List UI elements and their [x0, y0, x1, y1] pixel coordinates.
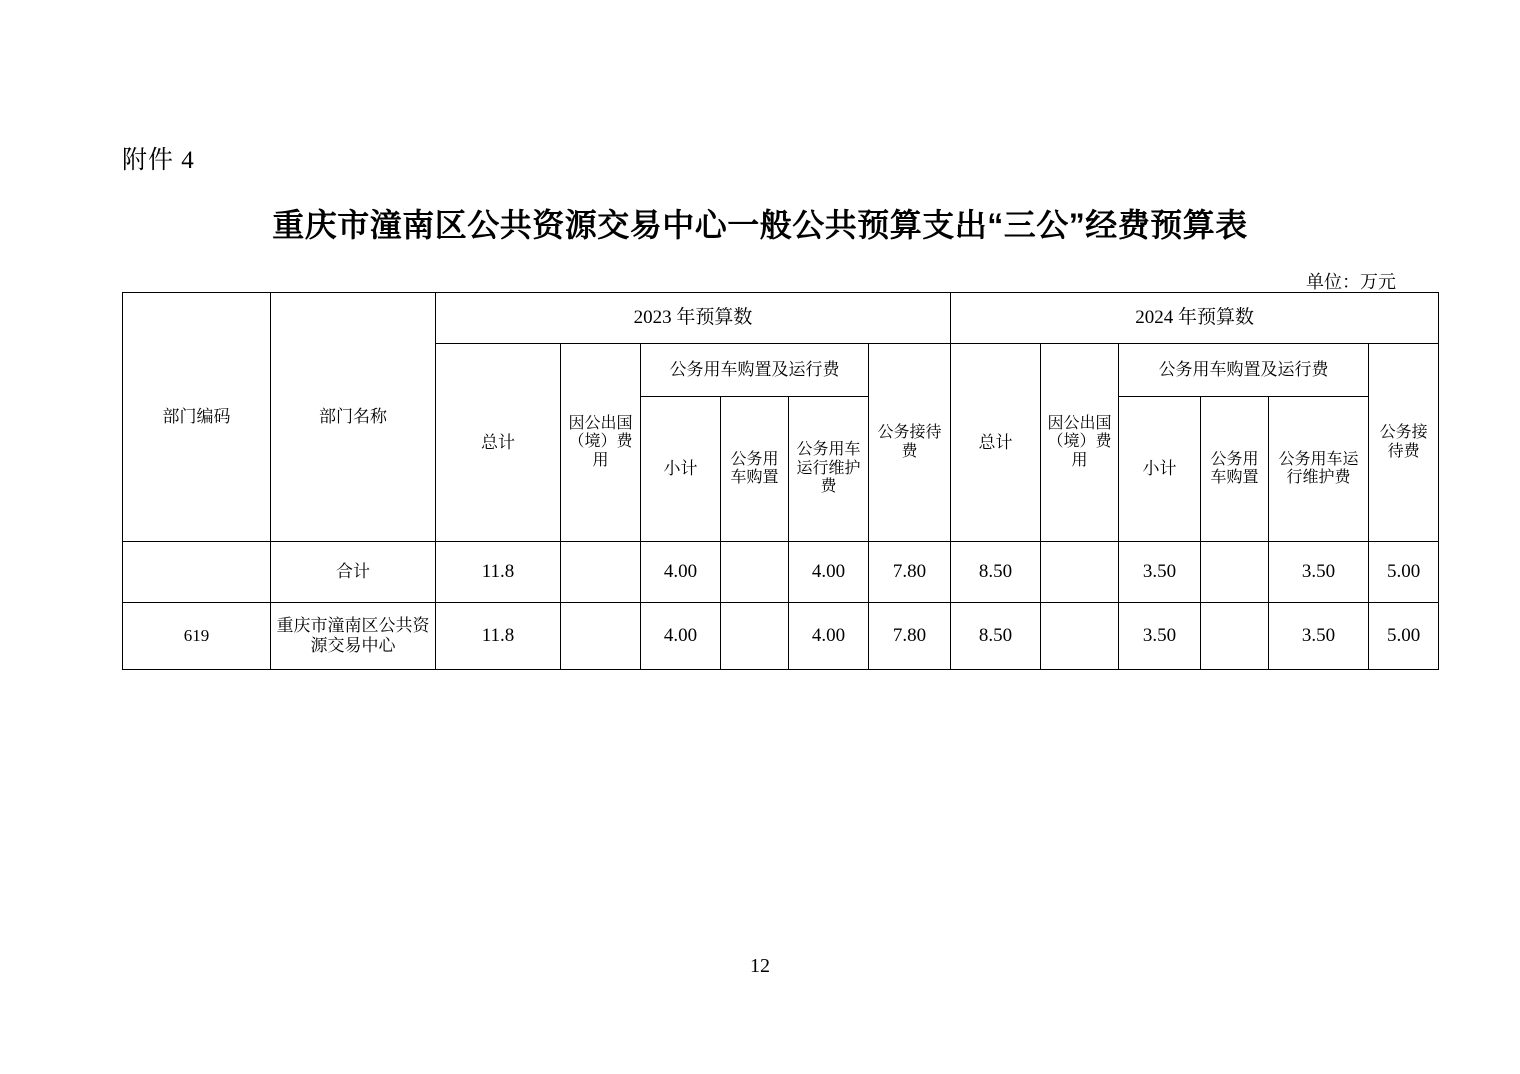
header-2023-vehicle-purchase: 公务用车购置: [721, 397, 789, 542]
header-2023-vehicle-operation: 公务用车运行维护费: [789, 397, 869, 542]
header-2023-vehicle-group: 公务用车购置及运行费: [641, 344, 869, 397]
cell-2024-subtotal: 3.50: [1119, 542, 1201, 603]
header-2023-reception: 公务接待费: [869, 344, 951, 542]
header-2024-reception: 公务接待费: [1369, 344, 1439, 542]
cell-2024-reception: 5.00: [1369, 542, 1439, 603]
table-row: [123, 603, 1439, 670]
cell-2024-abroad: [1041, 603, 1119, 670]
cell-2024-operation: 3.50: [1269, 603, 1369, 670]
cell-2023-purchase: [721, 603, 789, 670]
cell-2023-reception: 7.80: [869, 603, 951, 670]
page-title: 重庆市潼南区公共资源交易中心一般公共预算支出“三公”经费预算表: [272, 207, 1248, 243]
cell-2024-subtotal: 3.50: [1119, 603, 1201, 670]
header-dept-name: 部门名称: [271, 293, 436, 542]
cell-2024-abroad: [1041, 542, 1119, 603]
header-dept-code: 部门编码: [123, 293, 271, 542]
header-2024-subtotal: 小计: [1119, 397, 1201, 542]
header-year-2023: 2023 年预算数: [436, 293, 951, 344]
header-2023-subtotal: 小计: [641, 397, 721, 542]
attachment-label: 附件 4: [122, 147, 195, 174]
cell-2023-total: 11.8: [436, 603, 561, 670]
cell-2024-purchase: [1201, 542, 1269, 603]
cell-2023-total: 11.8: [436, 542, 561, 603]
header-2024-vehicle-group: 公务用车购置及运行费: [1119, 344, 1369, 397]
header-year-2024: 2024 年预算数: [951, 293, 1439, 344]
page-number: 12: [750, 955, 770, 977]
header-2024-total: 总计: [951, 344, 1041, 542]
header-2024-abroad: 因公出国（境）费用: [1041, 344, 1119, 542]
cell-2024-total: 8.50: [951, 542, 1041, 603]
cell-2023-operation: 4.00: [789, 603, 869, 670]
cell-2023-purchase: [721, 542, 789, 603]
cell-2023-abroad: [561, 603, 641, 670]
header-2024-vehicle-operation: 公务用车运行维护费: [1269, 397, 1369, 542]
cell-2024-total: 8.50: [951, 603, 1041, 670]
cell-2023-subtotal: 4.00: [641, 542, 721, 603]
cell-2023-reception: 7.80: [869, 542, 951, 603]
cell-dept-name: 重庆市潼南区公共资源交易中心: [271, 603, 436, 670]
unit-note: 单位：万元: [1306, 272, 1396, 292]
cell-2023-operation: 4.00: [789, 542, 869, 603]
cell-2023-abroad: [561, 542, 641, 603]
cell-2024-reception: 5.00: [1369, 603, 1439, 670]
cell-2023-subtotal: 4.00: [641, 603, 721, 670]
table-row: [123, 542, 1439, 603]
budget-table: [122, 292, 1439, 670]
cell-2024-purchase: [1201, 603, 1269, 670]
header-2023-total: 总计: [436, 344, 561, 542]
header-2023-abroad: 因公出国（境）费用: [561, 344, 641, 542]
cell-dept-name: 合计: [271, 542, 436, 603]
header-2024-vehicle-purchase: 公务用车购置: [1201, 397, 1269, 542]
table-header-row-1: [123, 293, 1439, 344]
cell-dept-code: [123, 542, 271, 603]
cell-2024-operation: 3.50: [1269, 542, 1369, 603]
cell-dept-code: 619: [123, 603, 271, 670]
